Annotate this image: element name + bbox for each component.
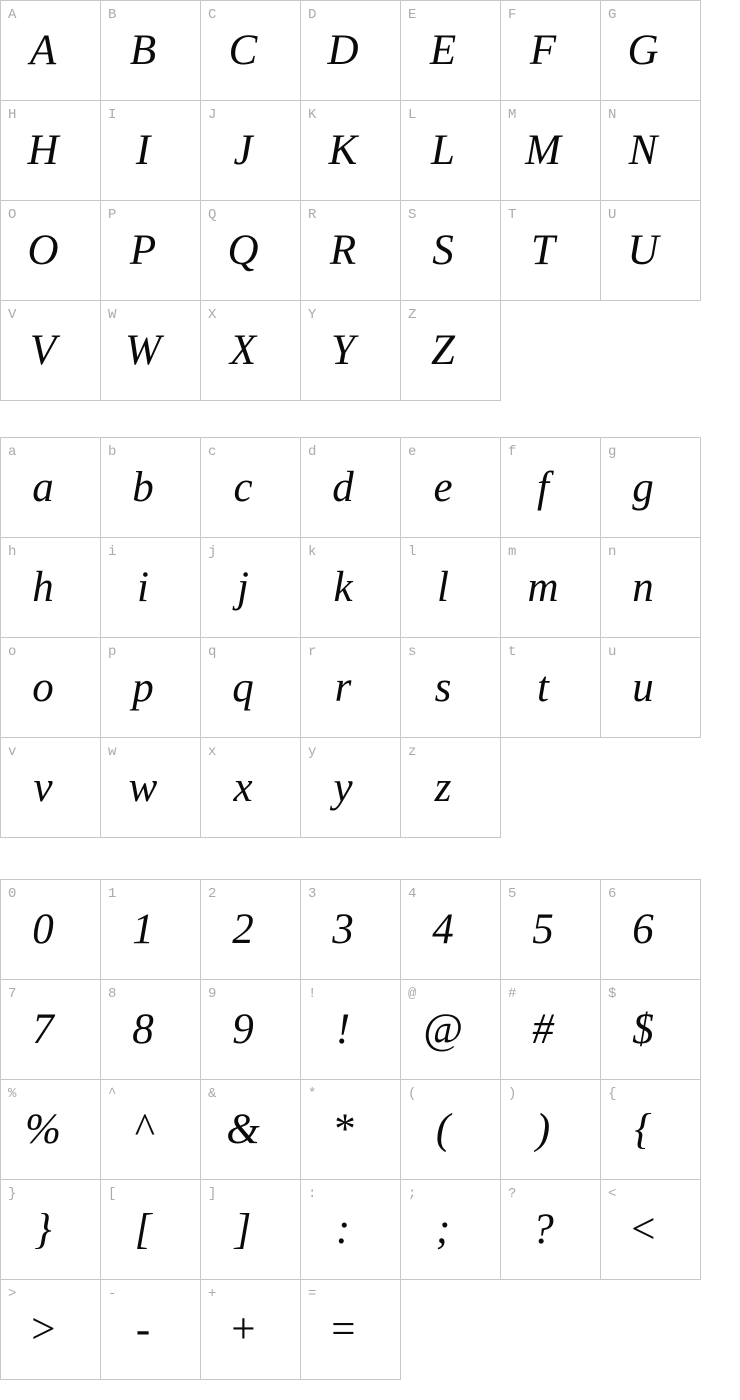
cell-label: T (508, 207, 517, 223)
cell-glyph: j (237, 564, 249, 611)
cell-glyph: * (332, 1106, 354, 1153)
cell-label: n (608, 544, 617, 560)
glyph-cell (501, 538, 601, 638)
glyph-cell (1, 880, 101, 980)
cell-glyph: h (32, 564, 54, 611)
cell-label: P (108, 207, 117, 223)
cell-glyph: Y (331, 327, 355, 374)
digits-symbols-grid (0, 879, 701, 1380)
cell-glyph: = (328, 1306, 358, 1353)
cell-label: i (108, 544, 117, 560)
cell-label: M (508, 107, 517, 123)
glyph-cell (1, 980, 101, 1080)
glyph-cell (201, 880, 301, 980)
glyph-cell (1, 201, 101, 301)
cell-glyph: f (537, 464, 549, 511)
cell-label: e (408, 444, 417, 460)
glyph-cell (1, 1180, 101, 1280)
glyph-cell (101, 880, 201, 980)
cell-label: v (8, 744, 17, 760)
cell-glyph: T (531, 227, 555, 274)
glyph-cell (201, 638, 301, 738)
glyph-cell (601, 638, 701, 738)
cell-label: I (108, 107, 117, 123)
cell-glyph: 0 (32, 906, 54, 953)
cell-glyph: p (132, 664, 154, 711)
cell-glyph: P (129, 227, 157, 274)
glyph-cell (301, 980, 401, 1080)
cell-label: J (208, 107, 217, 123)
cell-label: 4 (408, 886, 417, 902)
glyph-cell (301, 101, 401, 201)
cell-label: l (408, 544, 417, 560)
glyph-cell (101, 301, 201, 401)
glyph-cell (401, 980, 501, 1080)
cell-label: 5 (508, 886, 517, 902)
cell-glyph: 7 (32, 1006, 54, 1053)
cell-label: [ (108, 1186, 117, 1202)
cell-label: C (208, 7, 217, 23)
cell-label: < (608, 1186, 617, 1202)
cell-glyph: : (335, 1206, 351, 1253)
cell-glyph: - (135, 1306, 151, 1353)
cell-glyph: 9 (232, 1006, 254, 1053)
cell-label: V (8, 307, 17, 323)
cell-glyph: K (328, 127, 358, 174)
cell-glyph: D (327, 27, 359, 74)
glyph-cell (201, 1280, 301, 1380)
glyph-cell (201, 201, 301, 301)
cell-label: c (208, 444, 217, 460)
cell-label: & (208, 1086, 217, 1102)
cell-label: E (408, 7, 417, 23)
glyph-cell (601, 538, 701, 638)
glyph-cell (201, 1180, 301, 1280)
cell-glyph: l (437, 564, 449, 611)
cell-label: Q (208, 207, 217, 223)
glyph-cell (1, 538, 101, 638)
cell-label: j (208, 544, 217, 560)
glyph-cell (301, 201, 401, 301)
cell-glyph: e (433, 464, 453, 511)
cell-label: d (308, 444, 317, 460)
glyph-cell (501, 880, 601, 980)
cell-glyph: x (233, 764, 253, 811)
cell-label: k (308, 544, 317, 560)
cell-label: H (8, 107, 17, 123)
cell-glyph: $ (632, 1006, 654, 1053)
glyph-cell (601, 980, 701, 1080)
glyph-cell (501, 438, 601, 538)
cell-label: G (608, 7, 617, 23)
cell-glyph: 2 (232, 906, 254, 953)
glyph-cell (301, 638, 401, 738)
glyph-cell (101, 638, 201, 738)
cell-glyph: F (529, 27, 557, 74)
cell-glyph: ( (435, 1106, 451, 1153)
cell-label: ; (408, 1186, 417, 1202)
glyph-cell (201, 538, 301, 638)
cell-glyph: n (632, 564, 654, 611)
cell-label: m (508, 544, 517, 560)
cell-glyph: E (429, 27, 457, 74)
glyph-cell (101, 738, 201, 838)
glyph-cell (201, 1, 301, 101)
glyph-cell (1, 1280, 101, 1380)
glyph-cell (1, 1080, 101, 1180)
cell-glyph: 3 (332, 906, 354, 953)
cell-glyph: G (627, 27, 659, 74)
cell-glyph: U (627, 227, 659, 274)
glyph-cell (301, 1280, 401, 1380)
cell-glyph: r (334, 664, 352, 711)
cell-label: R (308, 207, 317, 223)
cell-glyph: z (434, 764, 452, 811)
glyph-cell (201, 438, 301, 538)
cell-glyph: v (33, 764, 53, 811)
glyph-cell (301, 880, 401, 980)
cell-label: > (8, 1286, 17, 1302)
cell-label: 7 (8, 986, 17, 1002)
glyph-cell (401, 1180, 501, 1280)
cell-label: K (308, 107, 317, 123)
glyph-cell (101, 201, 201, 301)
cell-label: o (8, 644, 17, 660)
cell-label: b (108, 444, 117, 460)
cell-glyph: & (226, 1106, 260, 1153)
cell-glyph: m (527, 564, 559, 611)
glyph-cell (101, 1080, 201, 1180)
glyph-cell (1, 301, 101, 401)
glyph-cell (101, 1, 201, 101)
glyph-cell (501, 1080, 601, 1180)
glyph-cell (1, 738, 101, 838)
glyph-cell (401, 538, 501, 638)
cell-glyph: Z (431, 327, 455, 374)
cell-glyph: 8 (132, 1006, 154, 1053)
cell-label: : (308, 1186, 317, 1202)
glyph-cell (301, 1, 401, 101)
cell-glyph: w (128, 764, 158, 811)
glyph-cell (601, 438, 701, 538)
cell-label: ( (408, 1086, 417, 1102)
cell-label: Y (308, 307, 317, 323)
cell-glyph: L (431, 127, 455, 174)
cell-label: W (108, 307, 117, 323)
cell-label: - (108, 1286, 117, 1302)
cell-glyph: + (228, 1306, 258, 1353)
cell-label: N (608, 107, 617, 123)
glyph-cell (401, 301, 501, 401)
cell-glyph: ! (335, 1006, 351, 1053)
glyph-cell (601, 201, 701, 301)
glyph-cell (601, 1180, 701, 1280)
cell-glyph: b (132, 464, 154, 511)
cell-glyph: 6 (632, 906, 654, 953)
glyph-cell (201, 301, 301, 401)
cell-label: ] (208, 1186, 217, 1202)
cell-glyph: B (129, 27, 157, 74)
cell-glyph: > (28, 1306, 58, 1353)
glyph-cell (1, 1, 101, 101)
cell-label: # (508, 986, 517, 1002)
glyph-cell (1, 438, 101, 538)
glyph-cell (501, 1180, 601, 1280)
glyph-cell (501, 1, 601, 101)
cell-glyph: N (628, 127, 658, 174)
cell-label: X (208, 307, 217, 323)
cell-glyph: d (332, 464, 354, 511)
cell-label: q (208, 644, 217, 660)
glyph-cell (301, 1080, 401, 1180)
glyph-cell (1, 101, 101, 201)
lowercase-letter-grid (0, 437, 701, 838)
glyph-cell (101, 980, 201, 1080)
glyph-cell (201, 101, 301, 201)
cell-label: U (608, 207, 617, 223)
cell-label: F (508, 7, 517, 23)
glyph-cell (301, 301, 401, 401)
cell-label: p (108, 644, 117, 660)
cell-glyph: X (229, 327, 257, 374)
cell-glyph: C (228, 27, 258, 74)
cell-glyph: R (329, 227, 357, 274)
cell-glyph: V (29, 327, 57, 374)
uppercase-letter-grid (0, 0, 701, 401)
cell-glyph: O (27, 227, 59, 274)
cell-label: % (8, 1086, 17, 1102)
cell-glyph: k (333, 564, 353, 611)
glyph-cell (401, 1, 501, 101)
cell-glyph: # (532, 1006, 554, 1053)
cell-label: g (608, 444, 617, 460)
glyph-cell (101, 1180, 201, 1280)
cell-label: 2 (208, 886, 217, 902)
glyph-cell (601, 880, 701, 980)
glyph-cell (601, 1, 701, 101)
cell-label: D (308, 7, 317, 23)
cell-label: ! (308, 986, 317, 1002)
glyph-cell (501, 101, 601, 201)
cell-glyph: u (632, 664, 654, 711)
cell-glyph: Q (227, 227, 259, 274)
cell-label: t (508, 644, 517, 660)
glyph-cell (201, 980, 301, 1080)
glyph-cell (101, 1280, 201, 1380)
glyph-cell (101, 438, 201, 538)
cell-label: s (408, 644, 417, 660)
glyph-cell (301, 738, 401, 838)
cell-label: S (408, 207, 417, 223)
glyph-cell (101, 538, 201, 638)
cell-label: 3 (308, 886, 317, 902)
glyph-cell (401, 201, 501, 301)
cell-glyph: [ (134, 1206, 152, 1253)
glyph-cell (501, 980, 601, 1080)
cell-label: = (308, 1286, 317, 1302)
cell-label: A (8, 7, 17, 23)
cell-label: f (508, 444, 517, 460)
cell-label: $ (608, 986, 617, 1002)
glyph-cell (301, 438, 401, 538)
cell-label: u (608, 644, 617, 660)
glyph-cell (501, 201, 601, 301)
cell-label: ) (508, 1086, 517, 1102)
glyph-cell (201, 738, 301, 838)
cell-label: a (8, 444, 17, 460)
cell-glyph: H (27, 127, 59, 174)
glyph-cell (401, 880, 501, 980)
cell-glyph: q (232, 664, 254, 711)
cell-label: O (8, 207, 17, 223)
cell-glyph: @ (423, 1006, 463, 1053)
cell-label: 1 (108, 886, 117, 902)
glyph-cell (401, 1080, 501, 1180)
glyph-cell (501, 638, 601, 738)
cell-label: ^ (108, 1086, 117, 1102)
cell-glyph: S (432, 227, 454, 274)
cell-label: } (8, 1186, 17, 1202)
cell-glyph: s (434, 664, 452, 711)
cell-glyph: W (125, 327, 161, 374)
cell-label: * (308, 1086, 317, 1102)
cell-glyph: 4 (432, 906, 454, 953)
cell-label: B (108, 7, 117, 23)
cell-glyph: o (32, 664, 54, 711)
cell-label: { (608, 1086, 617, 1102)
glyph-cell (301, 1180, 401, 1280)
cell-label: z (408, 744, 417, 760)
cell-glyph: } (34, 1206, 52, 1253)
cell-glyph: i (137, 564, 149, 611)
cell-label: r (308, 644, 317, 660)
cell-label: h (8, 544, 17, 560)
cell-glyph: g (632, 464, 654, 511)
cell-glyph: 1 (132, 906, 154, 953)
cell-glyph: a (32, 464, 54, 511)
cell-glyph: % (25, 1106, 61, 1153)
cell-glyph: c (233, 464, 253, 511)
cell-glyph: y (333, 764, 353, 811)
cell-label: y (308, 744, 317, 760)
cell-glyph: 5 (532, 906, 554, 953)
cell-glyph: I (135, 127, 151, 174)
cell-glyph: A (29, 27, 57, 74)
cell-label: x (208, 744, 217, 760)
cell-glyph: t (537, 664, 549, 711)
glyph-cell (401, 638, 501, 738)
glyph-cell (201, 1080, 301, 1180)
cell-label: @ (408, 986, 417, 1002)
glyph-cell (101, 101, 201, 201)
cell-glyph: { (634, 1106, 652, 1153)
cell-glyph: ? (532, 1206, 554, 1253)
cell-glyph: ; (435, 1206, 451, 1253)
cell-glyph: ) (535, 1106, 551, 1153)
cell-label: 6 (608, 886, 617, 902)
cell-label: 0 (8, 886, 17, 902)
glyph-cell (401, 101, 501, 201)
cell-label: Z (408, 307, 417, 323)
cell-glyph: ^ (133, 1106, 153, 1153)
glyph-cell (1, 638, 101, 738)
glyph-cell (601, 1080, 701, 1180)
cell-label: 8 (108, 986, 117, 1002)
cell-label: ? (508, 1186, 517, 1202)
cell-glyph: J (233, 127, 253, 174)
glyph-cell (301, 538, 401, 638)
cell-glyph: ] (234, 1206, 252, 1253)
cell-label: w (108, 744, 117, 760)
cell-glyph: < (628, 1206, 658, 1253)
glyph-cell (401, 438, 501, 538)
glyph-cell (601, 101, 701, 201)
glyph-cell (401, 738, 501, 838)
cell-label: L (408, 107, 417, 123)
cell-label: + (208, 1286, 217, 1302)
cell-label: 9 (208, 986, 217, 1002)
cell-glyph: M (525, 127, 561, 174)
